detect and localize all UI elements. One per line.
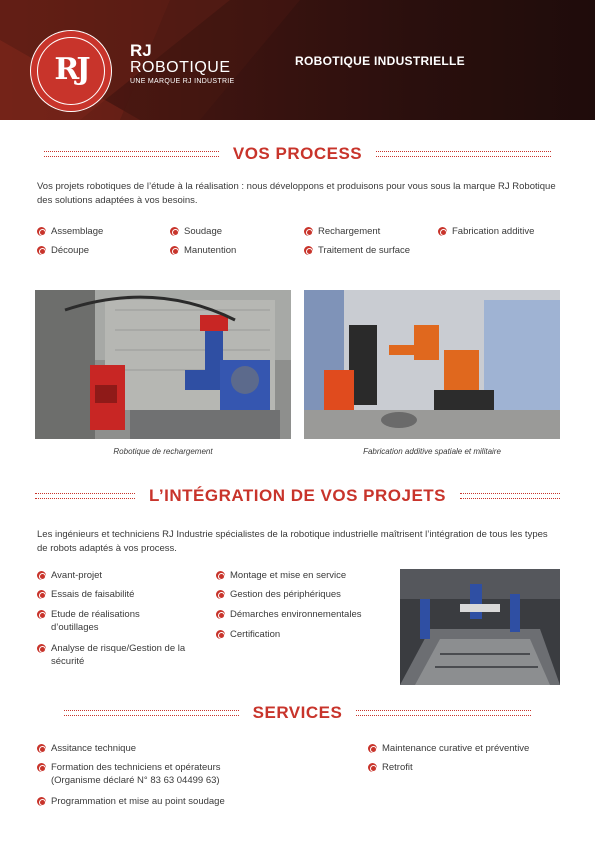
service-item-label: Maintenance curative et préventive	[382, 743, 530, 754]
integration-item	[37, 569, 197, 582]
process-item-label: Traitement de surface	[318, 245, 411, 256]
rj-bullet-icon	[37, 797, 46, 806]
rj-bullet-icon	[216, 590, 225, 599]
rj-bullet-icon	[170, 227, 179, 236]
rj-bullet-icon	[37, 744, 46, 753]
photo-rechargement	[35, 290, 291, 439]
process-item-label: Assemblage	[51, 226, 104, 237]
process-item-label: Manutention	[184, 245, 237, 256]
rj-bullet-icon	[438, 227, 447, 236]
process-item-label: Rechargement	[318, 226, 381, 237]
service-item	[37, 742, 297, 755]
process-item	[438, 225, 534, 238]
brand-rj: RJ	[130, 41, 152, 60]
service-item	[368, 761, 568, 774]
title-divider-left	[44, 151, 219, 157]
service-item-label: Assitance technique	[51, 743, 137, 754]
logo-monogram: RJ	[54, 52, 88, 87]
integration-item-label: Gestion des périphériques	[230, 589, 341, 600]
process-item-label: Soudage	[184, 226, 223, 237]
rj-bullet-icon	[368, 744, 377, 753]
page-header	[0, 0, 595, 120]
rj-bullet-icon	[37, 590, 46, 599]
rj-bullet-icon	[304, 227, 313, 236]
process-item	[37, 244, 89, 257]
rj-bullet-icon	[37, 227, 46, 236]
rj-bullet-icon	[37, 644, 46, 653]
brand-subtitle: UNE MARQUE RJ INDUSTRIE	[130, 78, 235, 85]
process-item-label: Fabrication additive	[452, 226, 535, 237]
process-item	[304, 225, 380, 238]
title-divider-left	[64, 710, 239, 716]
brand-name: ROBOTIQUE	[130, 59, 231, 76]
service-item	[37, 795, 297, 808]
services-title: SERVICES	[252, 703, 343, 722]
section-title-process	[0, 143, 595, 165]
rj-bullet-icon	[37, 246, 46, 255]
integration-item	[216, 569, 386, 582]
integration-item-label: Avant-projet	[51, 570, 103, 581]
integration-item-label: Analyse de risque/Gestion de la sécurité	[51, 643, 186, 667]
integration-item-label: Montage et mise en service	[230, 570, 347, 581]
integration-item	[216, 608, 391, 621]
process-item	[170, 225, 222, 238]
integration-item	[37, 588, 197, 601]
integration-item-label: Certification	[230, 629, 281, 640]
caption-rechargement: Robotique de rechargement	[113, 447, 213, 456]
integration-item	[37, 608, 177, 634]
title-divider-right	[376, 151, 551, 157]
service-item	[368, 742, 568, 755]
integration-item	[37, 642, 197, 668]
rj-bullet-icon	[37, 571, 46, 580]
rj-bullet-icon	[216, 630, 225, 639]
header-title: ROBOTIQUE INDUSTRIELLE	[295, 54, 465, 68]
service-item	[37, 761, 267, 787]
service-item-label: Formation des techniciens et opérateurs (Organisme déclaré N° 83 63 04499 63)	[51, 762, 221, 786]
process-item-label: Découpe	[51, 245, 90, 256]
rj-bullet-icon	[216, 571, 225, 580]
rj-bullet-icon	[216, 610, 225, 619]
process-item	[304, 244, 410, 257]
rj-bullet-icon	[37, 610, 46, 619]
rj-bullet-icon	[368, 763, 377, 772]
rj-bullet-icon	[304, 246, 313, 255]
service-item-label: Retrofit	[382, 762, 413, 773]
integration-item	[216, 588, 386, 601]
photo-integration	[400, 569, 560, 685]
integration-item	[216, 628, 386, 641]
section-title-integration	[0, 485, 595, 507]
rj-bullet-icon	[37, 763, 46, 772]
caption-fabrication-additive: Fabrication additive spatiale et militaire	[363, 447, 501, 456]
photo-fabrication-additive	[304, 290, 560, 439]
section-title-services	[0, 702, 595, 724]
process-title: VOS PROCESS	[232, 144, 363, 163]
process-item	[170, 244, 236, 257]
rj-bullet-icon	[170, 246, 179, 255]
logo-badge	[38, 38, 104, 104]
integration-item-label: Etude de réalisations d’outillages	[51, 609, 140, 633]
integration-item-label: Démarches environnementales	[230, 609, 362, 620]
company-logo	[30, 30, 112, 112]
integration-intro: Les ingénieurs et techniciens RJ Industrie spécialistes de la robotique industrielle maîtrisent l’intégration de tous les types de robots adaptés à vos process.	[37, 529, 548, 554]
title-divider-right	[356, 710, 531, 716]
title-divider-right	[460, 493, 560, 499]
integration-item-label: Essais de faisabilité	[51, 589, 135, 600]
process-intro: Vos projets robotiques de l’étude à la réalisation : nous développons et produisons pour vous sous la marque RJ Robotique des solutions adaptées à vos besoins.	[37, 181, 556, 206]
process-item	[37, 225, 103, 238]
integration-title: L’INTÉGRATION DE VOS PROJETS	[148, 486, 447, 505]
title-divider-left	[35, 493, 135, 499]
brand-block	[130, 42, 235, 86]
service-item-label: Programmation et mise au point soudage	[51, 796, 225, 807]
